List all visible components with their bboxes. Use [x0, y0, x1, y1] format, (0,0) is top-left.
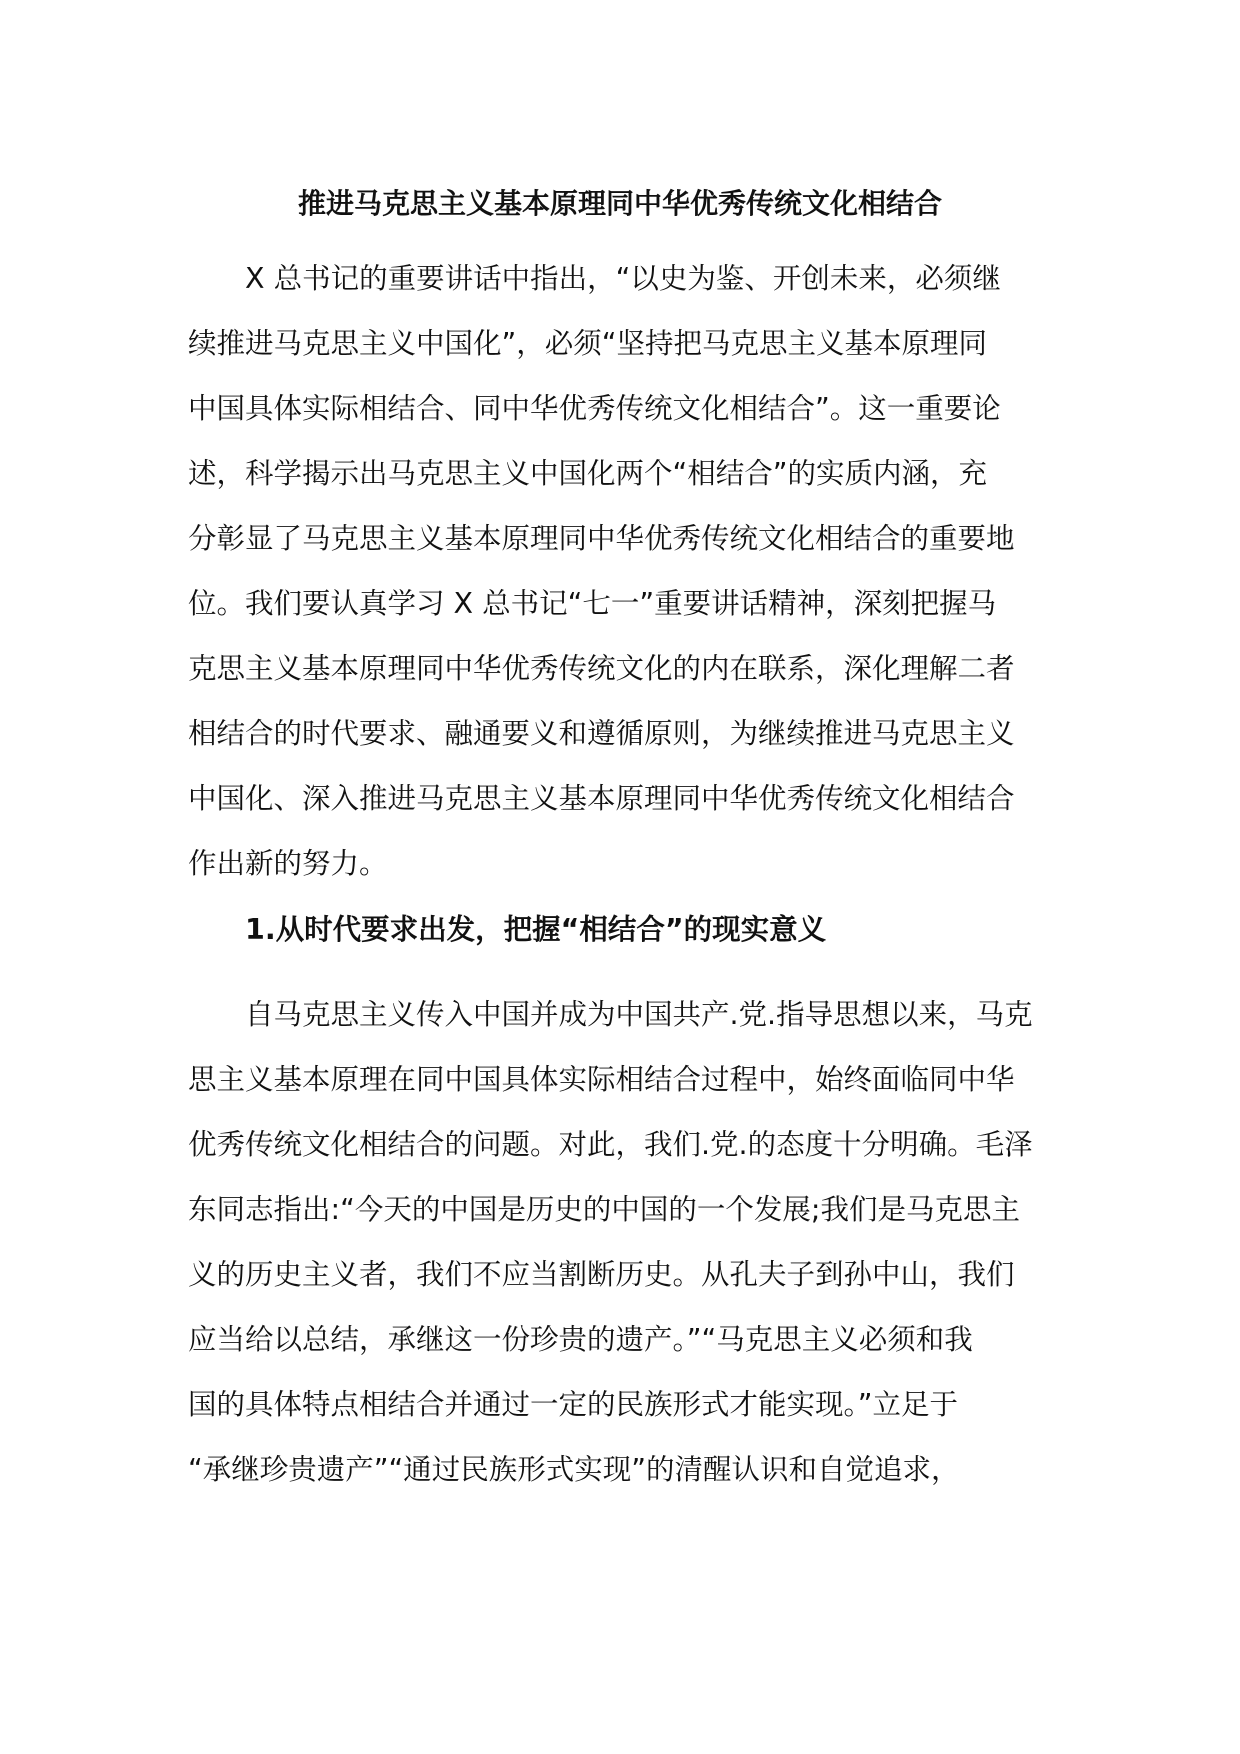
paragraph-line: 思主义基本原理在同中国具体实际相结合过程中，始终面临同中华: [188, 1063, 1015, 1096]
paragraph-line: 东同志指出:“今天的中国是历史的中国的一个发展;我们是马克思主: [188, 1193, 1020, 1226]
section-heading: 1.从时代要求出发，把握“相结合”的现实意义: [245, 913, 827, 946]
paragraph-line: 中国化、深入推进马克思主义基本原理同中华优秀传统文化相结合: [188, 782, 1015, 815]
paragraph-line: 克思主义基本原理同中华优秀传统文化的内在联系，深化理解二者: [188, 652, 1015, 685]
paragraph-line: 义的历史主义者，我们不应当割断历史。从孔夫子到孙中山，我们: [188, 1258, 1015, 1291]
paragraph-line: 作出新的努力。: [188, 847, 388, 880]
paragraph-line: “承继珍贵遗产”“通过民族形式实现”的清醒认识和自觉追求，: [188, 1453, 960, 1486]
paragraph-line: 位。我们要认真学习 X 总书记“七一”重要讲话精神，深刻把握马: [188, 587, 997, 620]
paragraph-line: 述，科学揭示出马克思主义中国化两个“相结合”的实质内涵，充: [188, 457, 988, 490]
paragraph-line: X 总书记的重要讲话中指出，“以史为鉴、开创未来，必须继: [245, 262, 1001, 295]
document-title: 推进马克思主义基本原理同中华优秀传统文化相结合: [297, 187, 942, 220]
paragraph-line: 自马克思主义传入中国并成为中国共产.党.指导思想以来，马克: [245, 998, 1033, 1031]
section-paragraph: [188, 982, 1068, 1502]
paragraph-line: 优秀传统文化相结合的问题。对此，我们.党.的态度十分明确。毛泽: [188, 1128, 1033, 1161]
paragraph-line: 应当给以总结，承继这一份珍贵的遗产。”“马克思主义必须和我: [188, 1323, 973, 1356]
paragraph-line: 中国具体实际相结合、同中华优秀传统文化相结合”。这一重要论: [188, 392, 1001, 425]
paragraph-line: 国的具体特点相结合并通过一定的民族形式才能实现。”立足于: [188, 1388, 959, 1421]
intro-paragraph: [188, 246, 1068, 896]
paragraph-line: 续推进马克思主义中国化”，必须“坚持把马克思主义基本原理同: [188, 327, 988, 360]
paragraph-line: 分彰显了马克思主义基本原理同中华优秀传统文化相结合的重要地: [188, 522, 1015, 555]
paragraph-line: 相结合的时代要求、融通要义和遵循原则，为继续推进马克思主义: [188, 717, 1015, 750]
